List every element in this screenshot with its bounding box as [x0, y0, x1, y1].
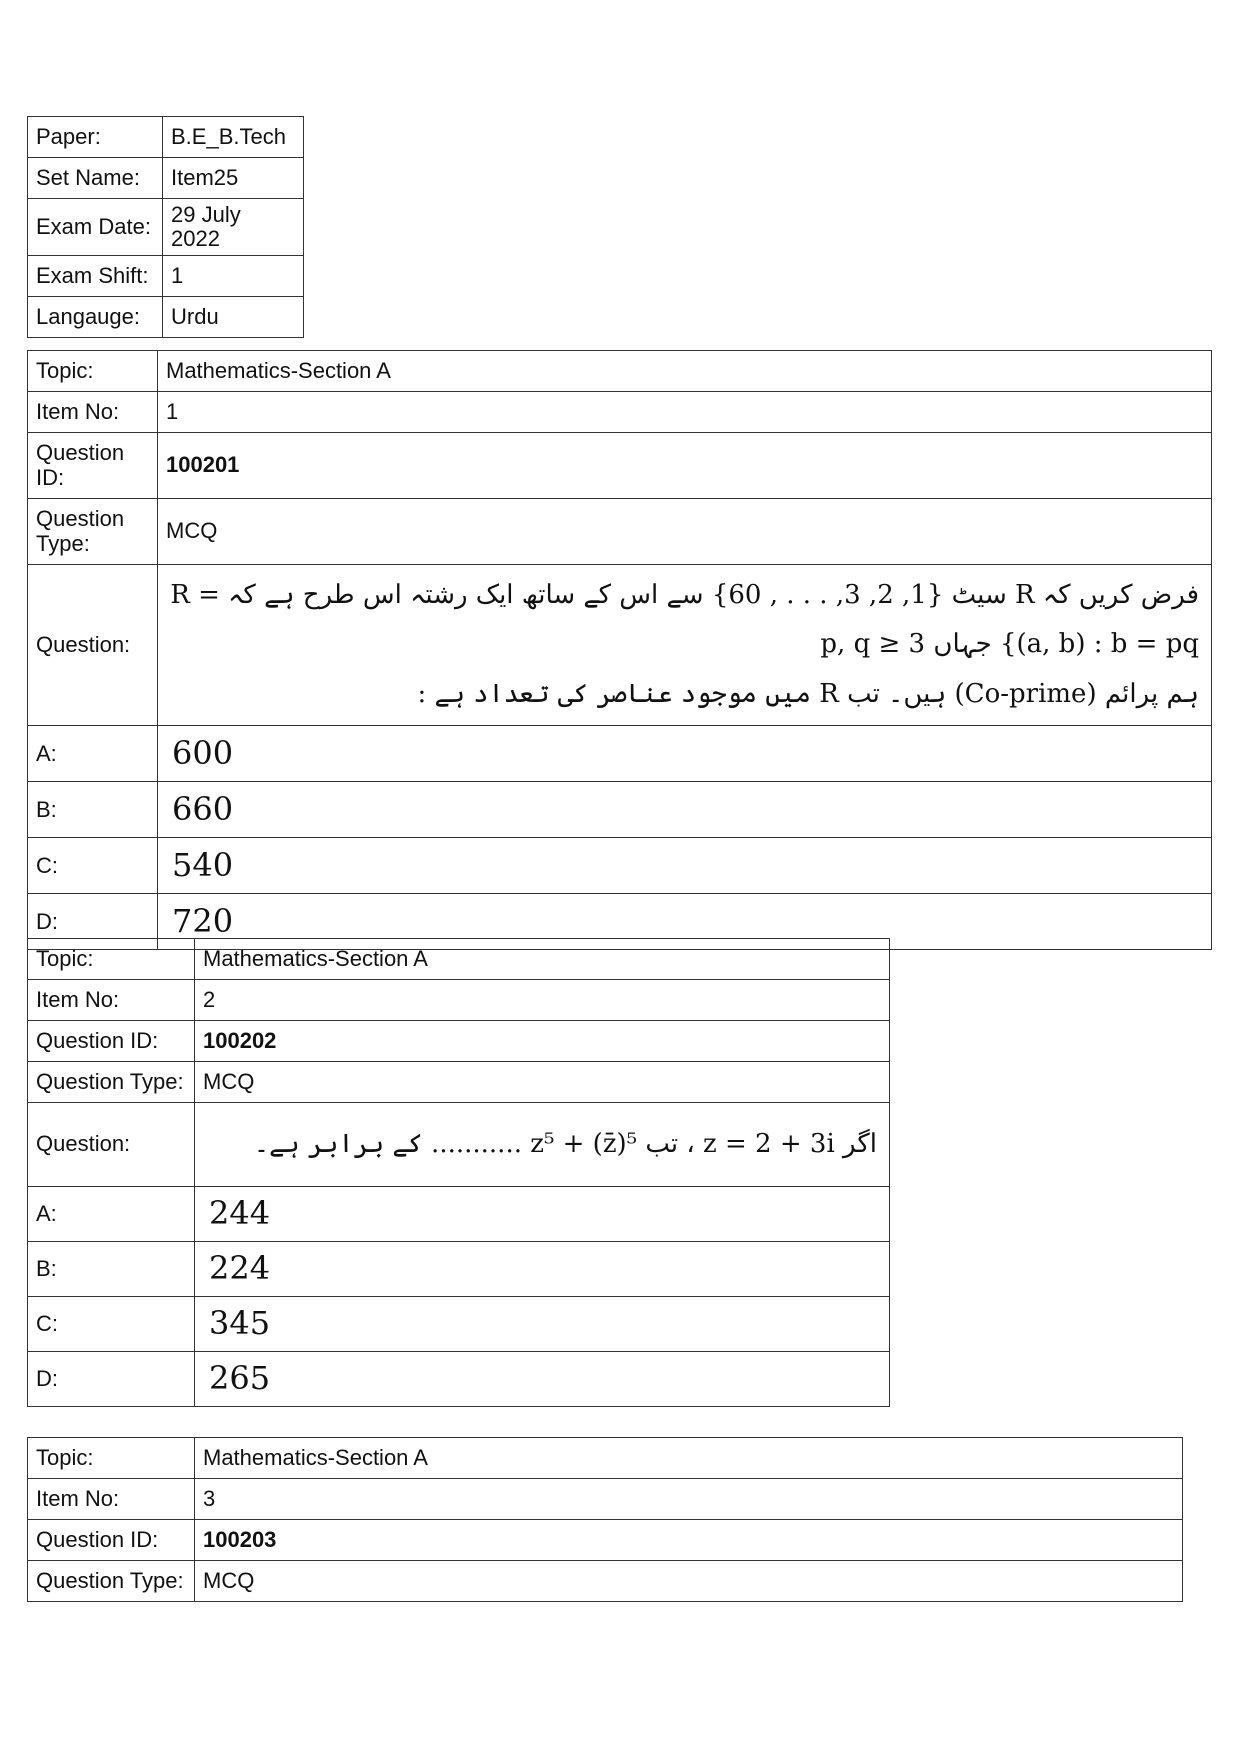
option-c-label: C: — [28, 838, 158, 894]
set-name-label: Set Name: — [28, 158, 163, 199]
question-type-value: MCQ — [158, 499, 1212, 565]
option-b-value: 660 — [158, 782, 1212, 838]
table-row — [28, 1297, 890, 1352]
language-value: Urdu — [163, 297, 304, 338]
question-text — [158, 565, 1212, 726]
topic-value: Mathematics-Section A — [195, 1438, 1183, 1479]
option-a-label: A: — [28, 726, 158, 782]
table-row — [28, 980, 890, 1021]
exam-info-table — [27, 116, 304, 338]
paper-value: B.E_B.Tech — [163, 117, 304, 158]
table-row — [28, 1021, 890, 1062]
option-c-value: 540 — [158, 838, 1212, 894]
question-type-label: Question Type: — [28, 499, 158, 565]
table-row — [28, 199, 304, 256]
option-d-value: 265 — [195, 1352, 890, 1407]
question-type-value: MCQ — [195, 1561, 1183, 1602]
table-row — [28, 499, 1212, 565]
question-id-value: 100201 — [158, 433, 1212, 499]
question-id-value: 100203 — [195, 1520, 1183, 1561]
exam-date-label: Exam Date: — [28, 199, 163, 256]
table-row — [28, 838, 1212, 894]
item-no-label: Item No: — [28, 1479, 195, 1520]
table-row — [28, 1479, 1183, 1520]
option-c-value: 345 — [195, 1297, 890, 1352]
table-row — [28, 1520, 1183, 1561]
question-2-table — [27, 938, 890, 1407]
table-row — [28, 158, 304, 199]
table-row — [28, 726, 1212, 782]
question-id-label: Question ID: — [28, 1021, 195, 1062]
option-c-label: C: — [28, 1297, 195, 1352]
set-name-value: Item25 — [163, 158, 304, 199]
topic-value: Mathematics-Section A — [158, 351, 1212, 392]
item-no-label: Item No: — [28, 980, 195, 1021]
exam-date-value: 29 July 2022 — [163, 199, 304, 256]
table-row — [28, 1187, 890, 1242]
exam-shift-value: 1 — [163, 256, 304, 297]
table-row — [28, 1352, 890, 1407]
paper-label: Paper: — [28, 117, 163, 158]
question-id-label: Question ID: — [28, 433, 158, 499]
table-row — [28, 1242, 890, 1297]
option-d-value: 720 — [158, 894, 1212, 950]
topic-value: Mathematics-Section A — [195, 939, 890, 980]
item-no-value: 2 — [195, 980, 890, 1021]
question-label: Question: — [28, 1103, 195, 1187]
table-row — [28, 1062, 890, 1103]
question-text: اگر z = 2 + 3i ، تب z⁵ + (z̄)⁵ ........... کے برابر ہے۔ — [195, 1103, 890, 1187]
table-row — [28, 256, 304, 297]
option-a-label: A: — [28, 1187, 195, 1242]
table-row — [28, 782, 1212, 838]
question-type-label: Question Type: — [28, 1561, 195, 1602]
table-row — [28, 1561, 1183, 1602]
question-text-line-2: ہم پرائم (Co-prime) ہیں۔ تب R میں موجود عناصر کی تعداد ہے : — [417, 678, 1199, 709]
question-type-value: MCQ — [195, 1062, 890, 1103]
option-b-label: B: — [28, 782, 158, 838]
question-1-table — [27, 350, 1212, 950]
option-b-label: B: — [28, 1242, 195, 1297]
topic-label: Topic: — [28, 351, 158, 392]
item-no-value: 3 — [195, 1479, 1183, 1520]
table-row — [28, 1103, 890, 1187]
table-row — [28, 939, 890, 980]
question-3-table — [27, 1437, 1183, 1602]
question-text-line-1: فرض کریں کہ R سیٹ {1, 2, 3, . . . , 60} سے اس کے ساتھ ایک رشتہ اس طرح ہے کہ R = {(a, b) : b = pq جہاں p, q ≥ 3 — [170, 580, 1199, 660]
option-a-value: 600 — [158, 726, 1212, 782]
question-id-value: 100202 — [195, 1021, 890, 1062]
table-row — [28, 565, 1212, 726]
topic-label: Topic: — [28, 1438, 195, 1479]
question-label: Question: — [28, 565, 158, 726]
option-d-label: D: — [28, 1352, 195, 1407]
option-b-value: 224 — [195, 1242, 890, 1297]
table-row — [28, 1438, 1183, 1479]
table-row — [28, 392, 1212, 433]
table-row — [28, 117, 304, 158]
item-no-label: Item No: — [28, 392, 158, 433]
question-type-label: Question Type: — [28, 1062, 195, 1103]
option-d-label: D: — [28, 894, 158, 950]
question-id-label: Question ID: — [28, 1520, 195, 1561]
exam-shift-label: Exam Shift: — [28, 256, 163, 297]
table-row — [28, 351, 1212, 392]
item-no-value: 1 — [158, 392, 1212, 433]
topic-label: Topic: — [28, 939, 195, 980]
table-row — [28, 297, 304, 338]
option-a-value: 244 — [195, 1187, 890, 1242]
table-row — [28, 433, 1212, 499]
language-label: Langauge: — [28, 297, 163, 338]
